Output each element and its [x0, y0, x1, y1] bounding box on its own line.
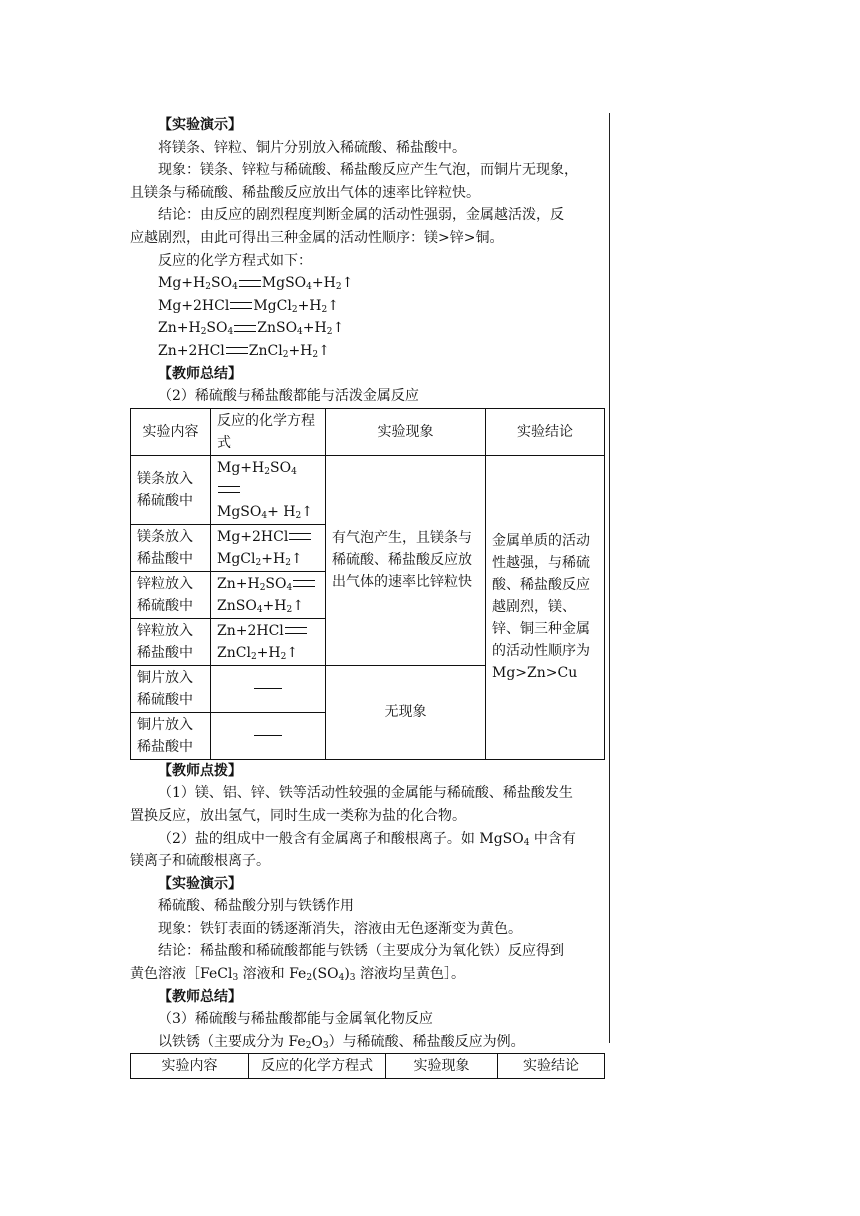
- table-row: [131, 455, 605, 524]
- paragraph: 且镁条与稀硫酸、稀盐酸反应放出气体的速率比锌粒快。: [130, 184, 480, 201]
- table-acid-oxide: [130, 1053, 605, 1079]
- equation-mg-h2so4: $Mg+H_2SO_4$ $MgSO_4+H_2↑$: [158, 275, 354, 293]
- paragraph: 镁离子和硫酸根离子。: [130, 853, 270, 870]
- table-cell-empty: [211, 712, 326, 759]
- table-cell-conclusion: 金属单质的活动性越强，与稀硫酸、稀盐酸反应越剧烈，镁、锌、铜三种金属的活动性顺序为 Mg>Zn>Cu: [486, 455, 605, 759]
- table-cell-phenomenon: 无现象: [326, 665, 486, 759]
- table-header: 实验现象: [386, 1054, 498, 1079]
- table-header: 实验内容: [131, 1054, 249, 1079]
- paragraph: 将镁条、锌粒、铜片分别放入稀硫酸、稀盐酸中。: [158, 139, 466, 156]
- paragraph: （2）稀硫酸与稀盐酸都能与活泼金属反应: [158, 388, 419, 405]
- table-cell: 铜片放入稀硫酸中: [131, 665, 211, 712]
- table-header: 实验内容: [131, 408, 211, 455]
- table-header: 反应的化学方程式: [249, 1054, 386, 1079]
- dash-mark: [254, 688, 282, 689]
- table-cell: 镁条放入稀盐酸中: [131, 524, 211, 571]
- section-heading: 【实验演示】: [158, 117, 242, 133]
- section-heading: 【教师总结】: [158, 365, 242, 382]
- paragraph: （2）盐的组成中一般含有金属离子和酸根离子。如 MgSO$_4$ 中含有: [158, 830, 576, 848]
- section-heading: 【实验演示】: [158, 875, 242, 892]
- table-cell-equation: $Mg+H_2SO_4$ MgSO$_4$+ $H_2↑$: [211, 455, 326, 524]
- table-cell: 锌粒放入稀硫酸中: [131, 571, 211, 618]
- table-cell-empty: [211, 665, 326, 712]
- paragraph: 结论：稀盐酸和稀硫酸都能与铁锈（主要成分为氧化铁）反应得到: [158, 943, 564, 960]
- paragraph: 以铁锈（主要成分为 $Fe_2O_3$）与稀硫酸、稀盐酸反应为例。: [158, 1033, 525, 1051]
- table-header-row: [131, 1054, 605, 1079]
- section-heading: 【教师总结】: [158, 988, 242, 1005]
- dash-mark: [254, 735, 282, 736]
- paragraph: 现象：铁钉表面的锈逐渐消失，溶液由无色逐渐变为黄色。: [158, 920, 522, 937]
- table-cell: 镁条放入稀硫酸中: [131, 455, 211, 524]
- paragraph: 结论：由反应的剧烈程度判断金属的活动性强弱，金属越活泼，反: [158, 207, 564, 224]
- paragraph: 应越剧烈，由此可得出三种金属的活动性顺序：镁>锌>铜。: [130, 229, 504, 246]
- page-margin-line: [609, 113, 610, 1043]
- paragraph: 现象：镁条、锌粒与稀硫酸、稀盐酸反应产生气泡，而铜片无现象，: [158, 162, 578, 179]
- table-cell-equation: Mg+2HCl $MgCl_2+H_2↑$: [211, 524, 326, 571]
- table-header: 实验结论: [486, 408, 605, 455]
- table-cell-equation: $Zn+H_2SO_4$ $ZnSO_4+H_2↑$: [211, 571, 326, 618]
- table-cell-equation: Zn+2HCl $ZnCl_2+H_2↑$: [211, 618, 326, 665]
- equation-zn-h2so4: $Zn+H_2SO_4$ $ZnSO_4+H_2↑$: [158, 320, 345, 338]
- paragraph: 反应的化学方程式如下：: [158, 252, 312, 269]
- table-header-row: [131, 408, 605, 455]
- paragraph: （1）镁、铝、锌、铁等活动性较强的金属能与稀硫酸、稀盐酸发生: [158, 785, 573, 802]
- table-cell: 铜片放入稀盐酸中: [131, 712, 211, 759]
- section-heading: 【教师点拨】: [158, 762, 242, 779]
- table-cell: 锌粒放入稀盐酸中: [131, 618, 211, 665]
- paragraph: 黄色溶液［FeCl$_3$ 溶液和 $Fe_2(SO_4)_3$ 溶液均呈黄色］。: [130, 966, 465, 984]
- equation-mg-hcl: Mg+2HCl $MgCl_2+H_2↑$: [158, 297, 339, 315]
- paragraph: 稀硫酸、稀盐酸分别与铁锈作用: [158, 898, 354, 915]
- table-acid-metal: [130, 408, 605, 760]
- table-header: 反应的化学方程式: [211, 408, 326, 455]
- table-header: 实验结论: [498, 1054, 605, 1079]
- table-cell-phenomenon: 有气泡产生，且镁条与稀硫酸、稀盐酸反应放出气体的速率比锌粒快: [326, 455, 486, 665]
- paragraph: （3）稀硫酸与稀盐酸都能与金属氧化物反应: [158, 1011, 433, 1028]
- equation-zn-hcl: Zn+2HCl $ZnCl_2+H_2↑$: [158, 342, 330, 360]
- paragraph: 置换反应，放出氢气，同时生成一类称为盐的化合物。: [130, 807, 466, 824]
- table-header: 实验现象: [326, 408, 486, 455]
- document-body: [130, 114, 606, 1079]
